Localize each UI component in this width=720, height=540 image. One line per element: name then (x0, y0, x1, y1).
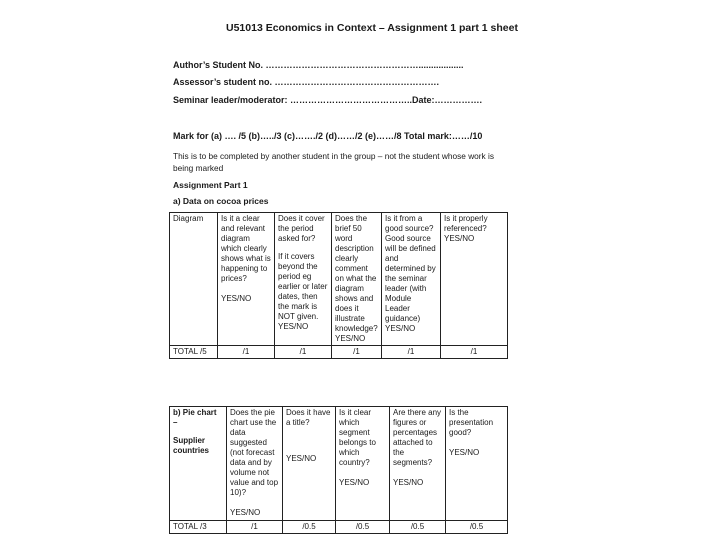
score-cell[interactable]: /1 (218, 346, 275, 359)
score-cell[interactable]: /1 (332, 346, 382, 359)
criterion-cell: Does it cover the period asked for? If it covers beyond the period eg earlier or later dates, then the mark is NOT given. YES/NO (275, 213, 332, 346)
total-row (170, 346, 508, 359)
assessor-student-field[interactable]: Assessor’s student no. ………………………………………………. (173, 77, 440, 87)
table-a-heading: a) Data on cocoa prices (173, 196, 269, 206)
yes-no-option[interactable]: YES/NO (278, 322, 309, 331)
criterion-cell: Are there any figures or percentages attached to the segments? YES/NO (390, 407, 446, 521)
score-cell[interactable]: /1 (382, 346, 441, 359)
score-cell[interactable]: /0.5 (390, 521, 446, 534)
criterion-cell: Is it a clear and relevant diagram which clearly shows what is happening to prices? YES/NO (218, 213, 275, 346)
score-cell[interactable]: /0.5 (283, 521, 336, 534)
table-row (170, 407, 508, 521)
score-cell[interactable]: /0.5 (446, 521, 508, 534)
criterion-cell: Is it clear which segment belongs to which country? YES/NO (336, 407, 390, 521)
seminar-leader-field[interactable]: Seminar leader/moderator: …………………………………..Date:……………. (173, 95, 483, 105)
criterion-cell: Is it from a good source? Good source will be defined and determined by the seminar leader (with Module Leader guidance) YES/NO (382, 213, 441, 346)
yes-no-option[interactable]: YES/NO (230, 508, 261, 517)
score-cell[interactable]: /1 (227, 521, 283, 534)
row-label-diagram: Diagram (170, 213, 218, 346)
criterion-cell: Does the brief 50 word description clearly comment on what the diagram shows and does it illustrate knowledge? YES/NO (332, 213, 382, 346)
section-title: Assignment Part 1 (173, 180, 248, 190)
author-student-field[interactable]: Author’s Student No. …………………………………………….................. (173, 60, 464, 70)
yes-no-option[interactable]: YES/NO (449, 448, 480, 457)
total-label: TOTAL /5 (170, 346, 218, 359)
total-label: TOTAL /3 (170, 521, 227, 534)
yes-no-option[interactable]: YES/NO (385, 324, 416, 333)
criterion-cell: Does the pie chart use the data suggested (not forecast data and by volume not value and top 10)? YES/NO (227, 407, 283, 521)
total-row (170, 521, 508, 534)
score-cell[interactable]: /0.5 (336, 521, 390, 534)
row-label-pie-chart: b) Pie chart – Supplier countries (170, 407, 227, 521)
yes-no-option[interactable]: YES/NO (393, 478, 424, 487)
cocoa-prices-table (169, 212, 508, 359)
criterion-cell: Is the presentation good? YES/NO (446, 407, 508, 521)
yes-no-option[interactable]: YES/NO (444, 234, 475, 243)
criterion-cell: Does it have a title? YES/NO (283, 407, 336, 521)
score-cell[interactable]: /1 (275, 346, 332, 359)
criterion-cell: Is it properly referenced? YES/NO (441, 213, 508, 346)
yes-no-option[interactable]: YES/NO (286, 454, 317, 463)
instruction-text: This is to be completed by another student in the group – not the student whose work is being marked (173, 151, 495, 173)
table-row (170, 213, 508, 346)
yes-no-option[interactable]: YES/NO (221, 294, 252, 303)
mark-summary-line: Mark for (a) …. /5 (b)…../3 (c)……./2 (d)……/2 (e)……/8 Total mark:……/10 (173, 131, 483, 141)
yes-no-option[interactable]: YES/NO (339, 478, 370, 487)
yes-no-option[interactable]: YES/NO (335, 334, 366, 343)
score-cell[interactable]: /1 (441, 346, 508, 359)
pie-chart-table (169, 406, 508, 534)
page-title: U51013 Economics in Context – Assignment 1 part 1 sheet (226, 22, 518, 34)
